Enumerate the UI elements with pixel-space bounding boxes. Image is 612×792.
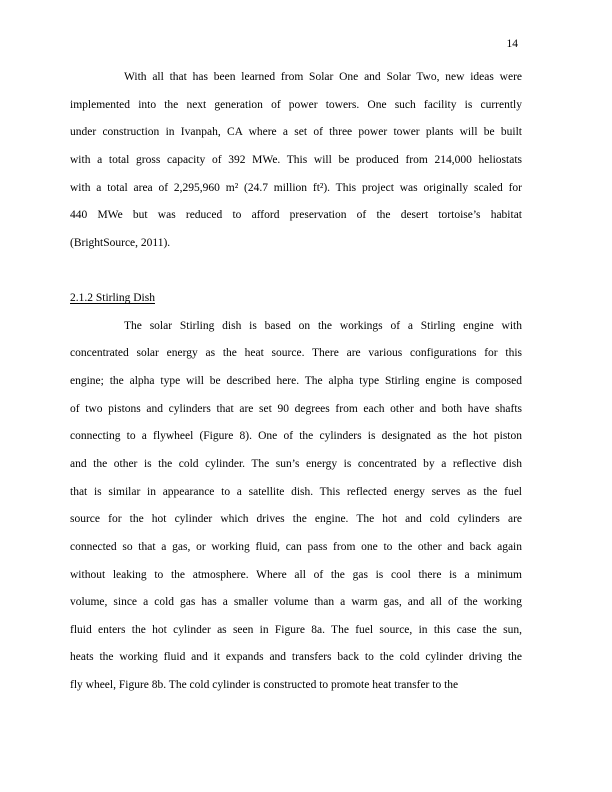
text-line: under construction in Ivanpah, CA where a set of three power tower plants will be built — [70, 126, 522, 139]
text-line: source for the hot cylinder which drives the engine. The hot and cold cylinders are — [70, 513, 522, 526]
text-line: volume, since a cold gas has a smaller volume than a warm gas, and all of the working — [70, 596, 522, 609]
text-line: heats the working fluid and it expands and transfers back to the cold cylinder driving the — [70, 651, 522, 664]
page-content — [70, 64, 522, 700]
text-line: of two pistons and cylinders that are set 90 degrees from each other and both have shafts — [70, 402, 522, 415]
text-line: engine; the alpha type will be described here. The alpha type Stirling engine is composed — [70, 375, 522, 388]
text-line: fly wheel, Figure 8b. The cold cylinder is constructed to promote heat transfer to the — [70, 679, 459, 692]
text-line: without leaking to the atmosphere. Where all of the gas is cool there is a minimum — [70, 568, 522, 581]
text-line: (BrightSource, 2011). — [70, 236, 171, 249]
page-number: 14 — [506, 38, 518, 50]
text-line: with a total gross capacity of 392 MWe. This will be produced from 214,000 heliostats — [70, 153, 522, 166]
text-line: implemented into the next generation of power towers. One such facility is currently — [70, 98, 522, 111]
text-line: connected so that a gas, or working fluid, can pass from one to the other and back again — [70, 540, 522, 553]
text-line: 440 MWe but was reduced to afford preservation of the desert tortoise’s habitat — [70, 209, 522, 222]
text-line: connecting to a flywheel (Figure 8). One of the cylinders is designated as the hot piston — [70, 430, 522, 443]
text-line: fluid enters the hot cylinder as seen in Figure 8a. The fuel source, in this case the sun, — [70, 623, 522, 636]
text-line: The solar Stirling dish is based on the workings of a Stirling engine with — [124, 319, 522, 332]
text-line: with a total area of 2,295,960 m² (24.7 million ft²). This project was originally scaled for — [70, 181, 522, 194]
text-line: concentrated solar energy as the heat source. There are various configurations for this — [70, 347, 522, 360]
text-line: that is similar in appearance to a satellite dish. This reflected energy serves as the fuel — [70, 485, 522, 498]
paragraph-power-towers — [70, 64, 522, 257]
text-line: and the other is the cold cylinder. The sun’s energy is concentrated by a reflective dish — [70, 457, 522, 470]
section-heading: 2.1.2 Stirling Dish — [70, 292, 155, 305]
paragraph-stirling-dish — [70, 313, 522, 700]
text-line: With all that has been learned from Solar One and Solar Two, new ideas were — [124, 71, 522, 83]
